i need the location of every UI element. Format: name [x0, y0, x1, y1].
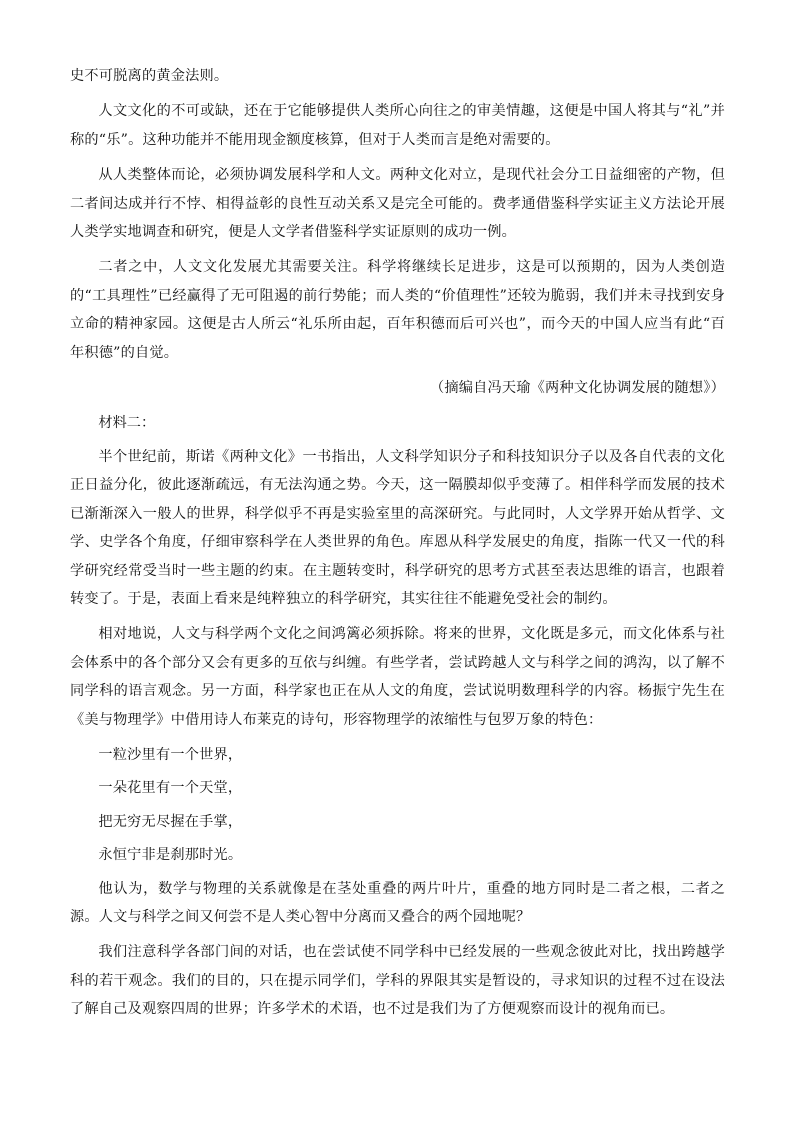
paragraph-coordinate-development: 从人类整体而论，必须协调发展科学和人文。两种文化对立，是现代社会分工日益细密的产物，但二者间达成并行不悖、相得益彰的良性互动关系又是完全可能的。费孝通借鉴科学实证主义方法论开展人类学实地调查和研究，便是人文学者借鉴科学实证原则的成功一例。 — [70, 167, 725, 241]
paragraph-math-physics: 他认为，数学与物理的关系就像是在茎处重叠的两片叶片，重叠的地方同时是二者之根，二者之源。人文与科学之间又何尝不是人类心智中分离而又叠合的两个园地呢？ — [70, 880, 725, 925]
poem-line-4: 永恒宁非是刹那时光。 — [98, 847, 243, 864]
paragraph-two-cultures: 半个世纪前，斯诺《两种文化》一书指出，人文科学知识分子和科技知识分子以及各自代表的文化正日益分化，彼此逐渐疏远，有无法沟通之势。今天，这一隔膜却似乎变薄了。相伴科学而发展的技术已渐渐深入一般人的世界，科学似乎不再是实验室里的高深研究。与此同时，人文学界开始从哲学、文学、史学各个角度，仔细审察科学在人类世界的角色。库恩从科学发展史的角度，指陈一代又一代的科学研究经常受当时一些主题的约束。在主题转变时，科学研究的思考方式甚至表达思维的语言，也跟着转变了。于是，表面上看来是纯粹独立的科学研究，其实往往不能避免受社会的制约。 — [70, 448, 725, 607]
paragraph-remove-barrier: 相对地说，人文与科学两个文化之间鸿篱必须拆除。将来的世界，文化既是多元，而文化体系与社会体系中的各个部分又会有更多的互依与纠缠。有些学者，尝试跨越人文与科学之间的鸿沟，以了解不同学科的语言观念。另一方面，科学家也正在从人文的角度，尝试说明数理科学的内容。杨振宁先生在《美与物理学》中借用诗人布莱克的诗句，形容物理学的浓缩性与包罗万象的特色： — [70, 626, 725, 728]
paragraph-continuation: 史不可脱离的黄金法则。 — [70, 68, 229, 84]
paragraph-aesthetic-function: 人文文化的不可或缺，还在于它能够提供人类所心向往之的审美情趣，这便是中国人将其与“礼”并称的“乐”。这种功能并不能用现金额度核算，但对于人类而言是绝对需要的。 — [70, 103, 725, 148]
poem-block — [70, 741, 725, 870]
poem-line-2: 一朵花里有一个天堂， — [98, 780, 243, 797]
poem-line-1: 一粒沙里有一个世界， — [98, 746, 243, 763]
paragraph-dialogue-of-disciplines: 我们注意科学各部门间的对话，也在尝试使不同学科中已经发展的一些观念彼此对比，找出跨越学科的若干观念。我们的目的，只在提示同学们，学科的界限其实是暂设的，寻求知识的过程不过在设法了解自己及观察四周的世界；许多学术的术语，也不过是我们为了方便观察而设计的视角而已。 — [70, 944, 725, 1018]
material-two-label: 材料二： — [98, 415, 156, 432]
poem-line-3: 把无穷无尽握在手掌， — [98, 813, 243, 830]
paragraph-humanities-focus: 二者之中，人文文化发展尤其需要关注。科学将继续长足进步，这是可以预期的，因为人类创造的“工具理性”已经赢得了无可阻遏的前行势能；而人类的“价值理性”还较为脆弱，我们并未寻找到安身立命的精神家园。这便是古人所云“礼乐所由起，百年积德而后可兴也”，而今天的中国人应当有此“百年积德”的自觉。 — [70, 259, 725, 361]
source-citation: （摘编自冯天瑜《两种文化协调发展的随想》） — [429, 380, 725, 397]
document-page — [70, 62, 725, 1031]
